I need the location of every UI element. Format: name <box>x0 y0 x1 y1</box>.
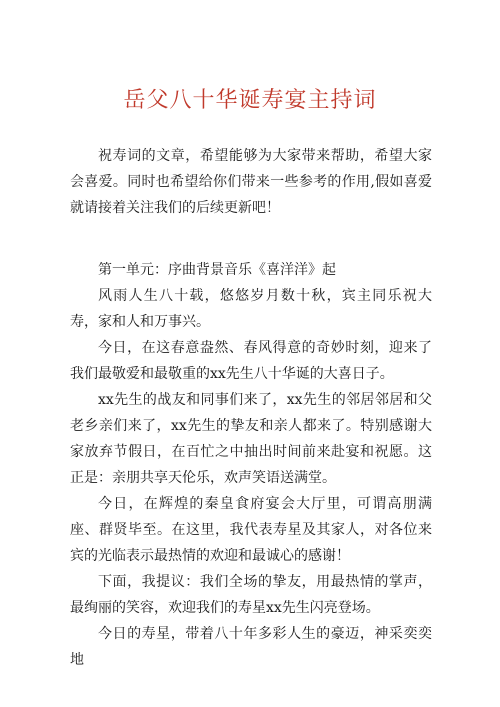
document-body <box>70 143 432 673</box>
section-heading: 第一单元：序曲背景音乐《喜洋洋》起 <box>98 262 336 278</box>
body-paragraph: 今日的寿星，带着八十年多彩人生的豪迈，神采奕奕地 <box>70 626 432 668</box>
body-paragraph: xx先生的战友和同事们来了，xx先生的邻居邻居和父老乡亲们来了，xx先生的挚友和亲人都来了。特别感谢大家放弃节假日，在百忙之中抽出时间前来赴宴和祝愿。这正是：亲朋共享天伦乐，欢声笑语送满堂。 <box>70 392 432 486</box>
section-gap <box>70 221 432 257</box>
document-title: 岳父八十华诞寿宴主持词 <box>123 88 377 113</box>
body-paragraph: 今日，在辉煌的秦皇食府宴会大厅里，可谓高朋满座、群贤毕至。在这里，我代表寿星及其家人，对各位来宾的光临表示最热情的欢迎和最诚心的感谢！ <box>70 496 432 564</box>
body-paragraph: 下面，我提议：我们全场的挚友，用最热情的掌声，最绚丽的笑容，欢迎我们的寿星xx先生闪亮登场。 <box>70 574 432 616</box>
body-paragraph: 今日，在这春意盎然、春风得意的奇妙时刻，迎来了我们最敬爱和最敬重的xx先生八十华诞的大喜日子。 <box>70 340 432 382</box>
body-paragraph: 风雨人生八十载，悠悠岁月数十秋，宾主同乐祝大寿，家和人和万事兴。 <box>70 288 432 330</box>
intro-paragraph: 祝寿词的文章，希望能够为大家带来帮助，希望大家会喜爱。同时也希望给你们带来一些参考的作用,假如喜爱就请接着关注我们的后续更新吧！ <box>70 148 432 216</box>
